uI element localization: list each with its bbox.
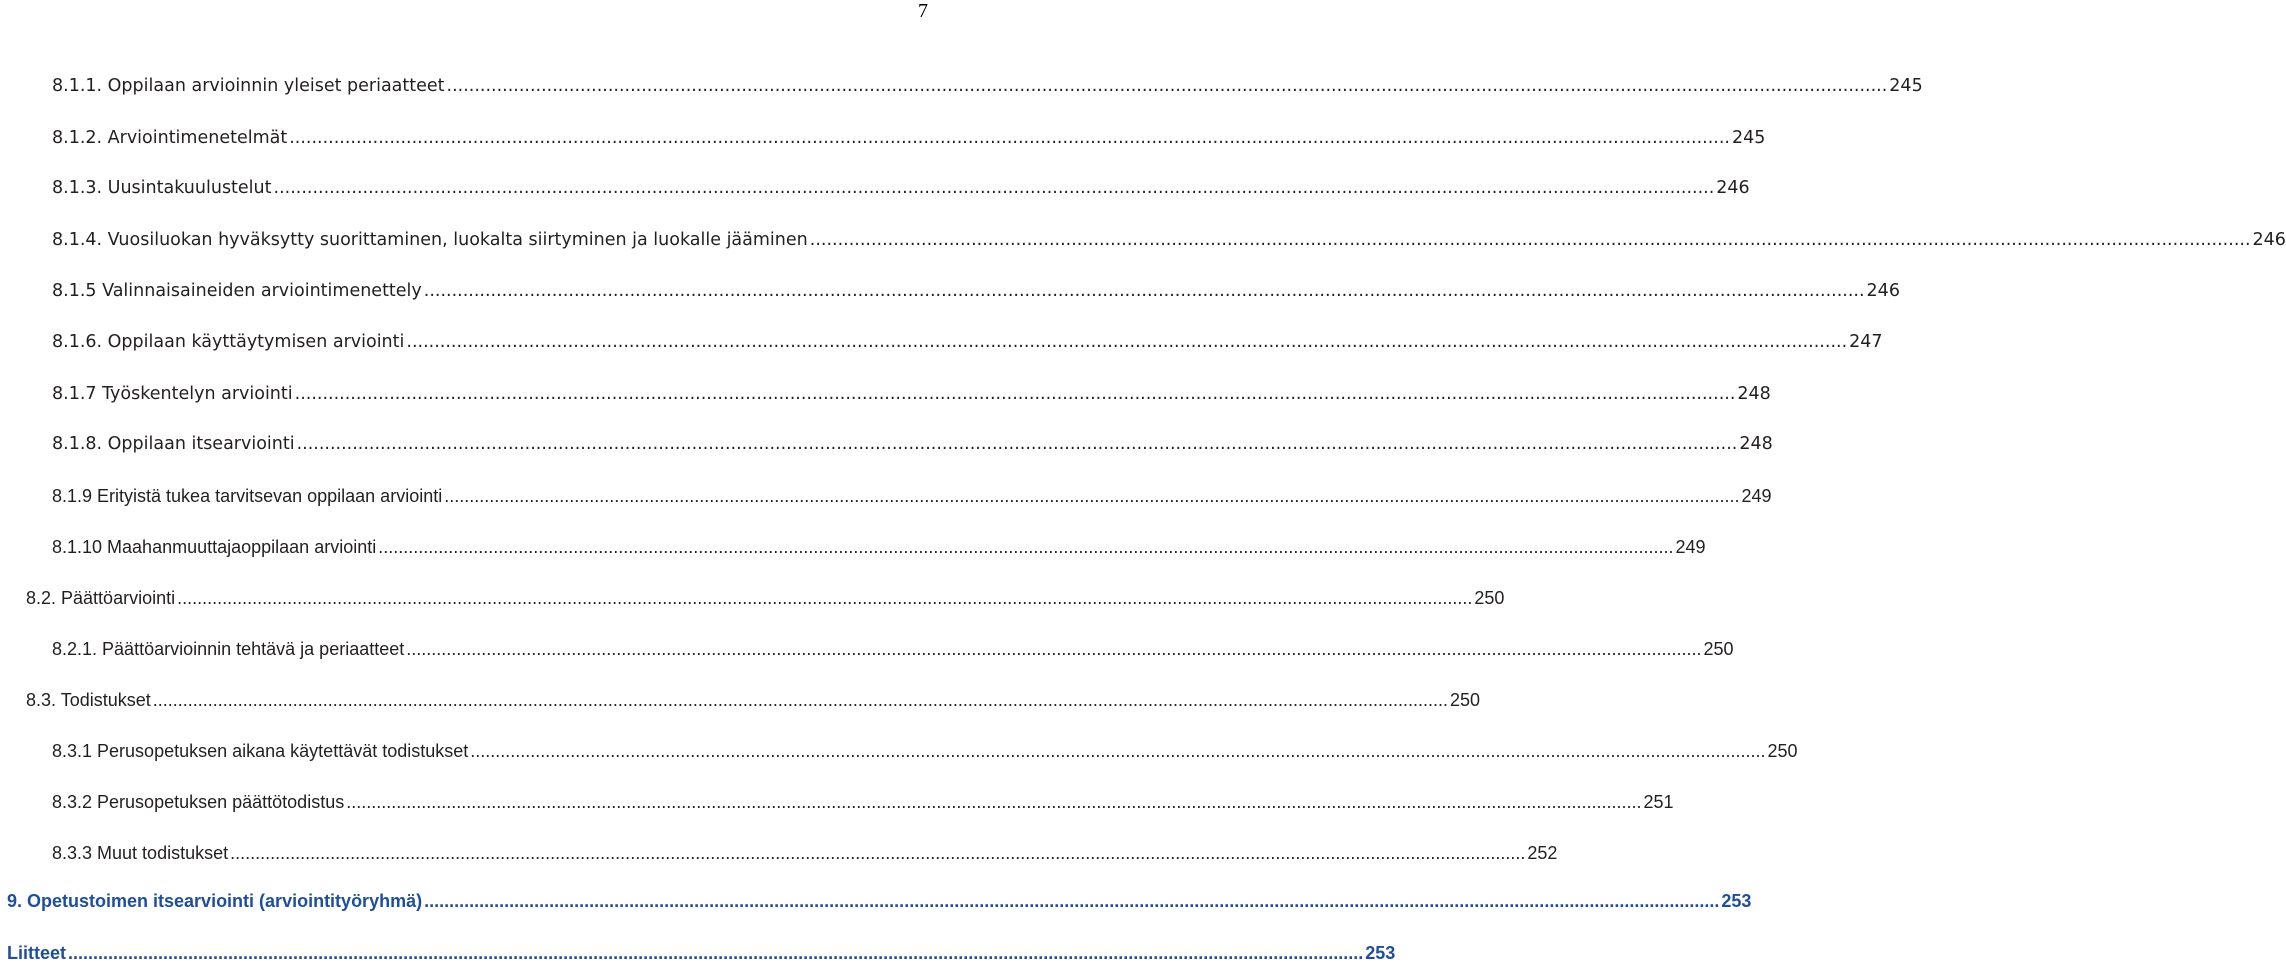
toc-leader-dots [177, 583, 1472, 613]
toc-entry-page: 245 [1889, 76, 1923, 96]
page-number: 7 [918, 0, 928, 22]
toc-leader-dots [810, 225, 2251, 255]
toc-entry[interactable] [52, 736, 1798, 766]
toc-entry[interactable] [52, 276, 1900, 306]
toc-entry[interactable] [7, 886, 1752, 916]
toc-entry-label: 8.1.7 Työskentelyn arviointi [52, 384, 293, 404]
toc-entry-label: 8.1.9 Erityistä tukea tarvitsevan oppilaan arviointi [52, 486, 443, 506]
toc-entry[interactable] [52, 71, 1923, 101]
toc-entry-label: 8.1.2. Arviointimenetelmät [52, 128, 288, 148]
toc-entry-page: 250 [1474, 588, 1505, 608]
toc-leader-dots [378, 532, 1673, 562]
toc-entry-label: 8.3.1 Perusopetuksen aikana käytettävät todistukset [52, 741, 469, 761]
toc-entry-label: 8.1.10 Maahanmuuttajaoppilaan arviointi [52, 537, 377, 557]
toc-entry-page: 250 [1703, 639, 1734, 659]
toc-entry-label: 8.1.6. Oppilaan käyttäytymisen arviointi [52, 332, 405, 352]
toc-leader-dots [274, 173, 1715, 203]
toc-entry[interactable] [52, 429, 1773, 459]
toc-leader-dots [346, 787, 1641, 817]
toc-entry[interactable] [52, 225, 2286, 255]
toc-entry-label: 8.2.1. Päättöarvioinnin tehtävä ja periaatteet [52, 639, 405, 659]
toc-entry-page: 247 [1849, 332, 1883, 352]
toc-leader-dots [444, 481, 1739, 511]
toc-entry-page: 246 [1716, 178, 1750, 198]
toc-entry-label: 8.1.3. Uusintakuulustelut [52, 178, 272, 198]
toc-entry-label: 8.3.3 Muut todistukset [52, 843, 229, 863]
toc-entry-page: 248 [1737, 384, 1771, 404]
toc-entry[interactable] [52, 787, 1674, 817]
toc-entry[interactable] [52, 123, 1766, 153]
toc-entry-page: 249 [1675, 537, 1706, 557]
toc-entry[interactable] [52, 634, 1734, 664]
toc-entry-page: 245 [1731, 128, 1766, 148]
toc-entry[interactable] [26, 685, 1481, 715]
toc-entry[interactable] [7, 938, 1396, 968]
toc-entry-label: 8.3. Todistukset [26, 690, 151, 710]
toc-entry[interactable] [52, 327, 1883, 357]
toc-entry-page: 246 [1866, 281, 1900, 301]
toc-leader-dots [470, 736, 1765, 766]
toc-entry-page: 250 [1767, 741, 1798, 761]
toc-entry-page: 249 [1741, 486, 1772, 506]
toc-entry[interactable] [52, 379, 1771, 409]
toc-entry-page: 250 [1450, 690, 1481, 710]
toc-entry-page: 251 [1643, 792, 1674, 812]
toc-entry-label: 8.3.2 Perusopetuksen päättötodistus [52, 792, 345, 812]
toc-entry-label: 8.1.5 Valinnaisaineiden arviointimenettely [52, 281, 422, 301]
toc-entry-label: Liitteet [7, 943, 67, 963]
toc-entry[interactable] [52, 838, 1558, 868]
toc-entry-label: 8.1.8. Oppilaan itsearviointi [52, 434, 295, 454]
toc-entry-label: 8.1.1. Oppilaan arvioinnin yleiset periaatteet [52, 76, 445, 96]
toc-leader-dots [424, 886, 1719, 916]
toc-entry-label: 8.2. Päättöarviointi [26, 588, 176, 608]
toc-entry-label: 9. Opetustoimen itsearviointi (arviointityöryhmä) [7, 891, 423, 911]
toc-leader-dots [153, 685, 1448, 715]
toc-leader-dots [68, 938, 1363, 968]
toc-leader-dots [447, 71, 1888, 101]
toc-leader-dots [406, 634, 1701, 664]
toc-entry[interactable] [26, 583, 1505, 613]
toc-entry-page: 253 [1365, 943, 1396, 963]
toc-entry[interactable] [52, 481, 1772, 511]
toc-leader-dots [297, 429, 1738, 459]
toc-entry-page: 246 [2252, 230, 2286, 250]
toc-entry-page: 252 [1527, 843, 1558, 863]
toc-leader-dots [295, 379, 1736, 409]
toc-leader-dots [424, 276, 1865, 306]
toc-entry-label: 8.1.4. Vuosiluokan hyväksytty suorittaminen, luokalta siirtyminen ja luokalle jääminen [52, 230, 808, 250]
toc-leader-dots [406, 327, 1847, 357]
toc-leader-dots [230, 838, 1525, 868]
toc-entry[interactable] [52, 532, 1706, 562]
toc-entry[interactable] [52, 173, 1750, 203]
toc-entry-page: 253 [1721, 891, 1752, 911]
toc-leader-dots [289, 123, 1730, 153]
toc-entry-page: 248 [1739, 434, 1773, 454]
